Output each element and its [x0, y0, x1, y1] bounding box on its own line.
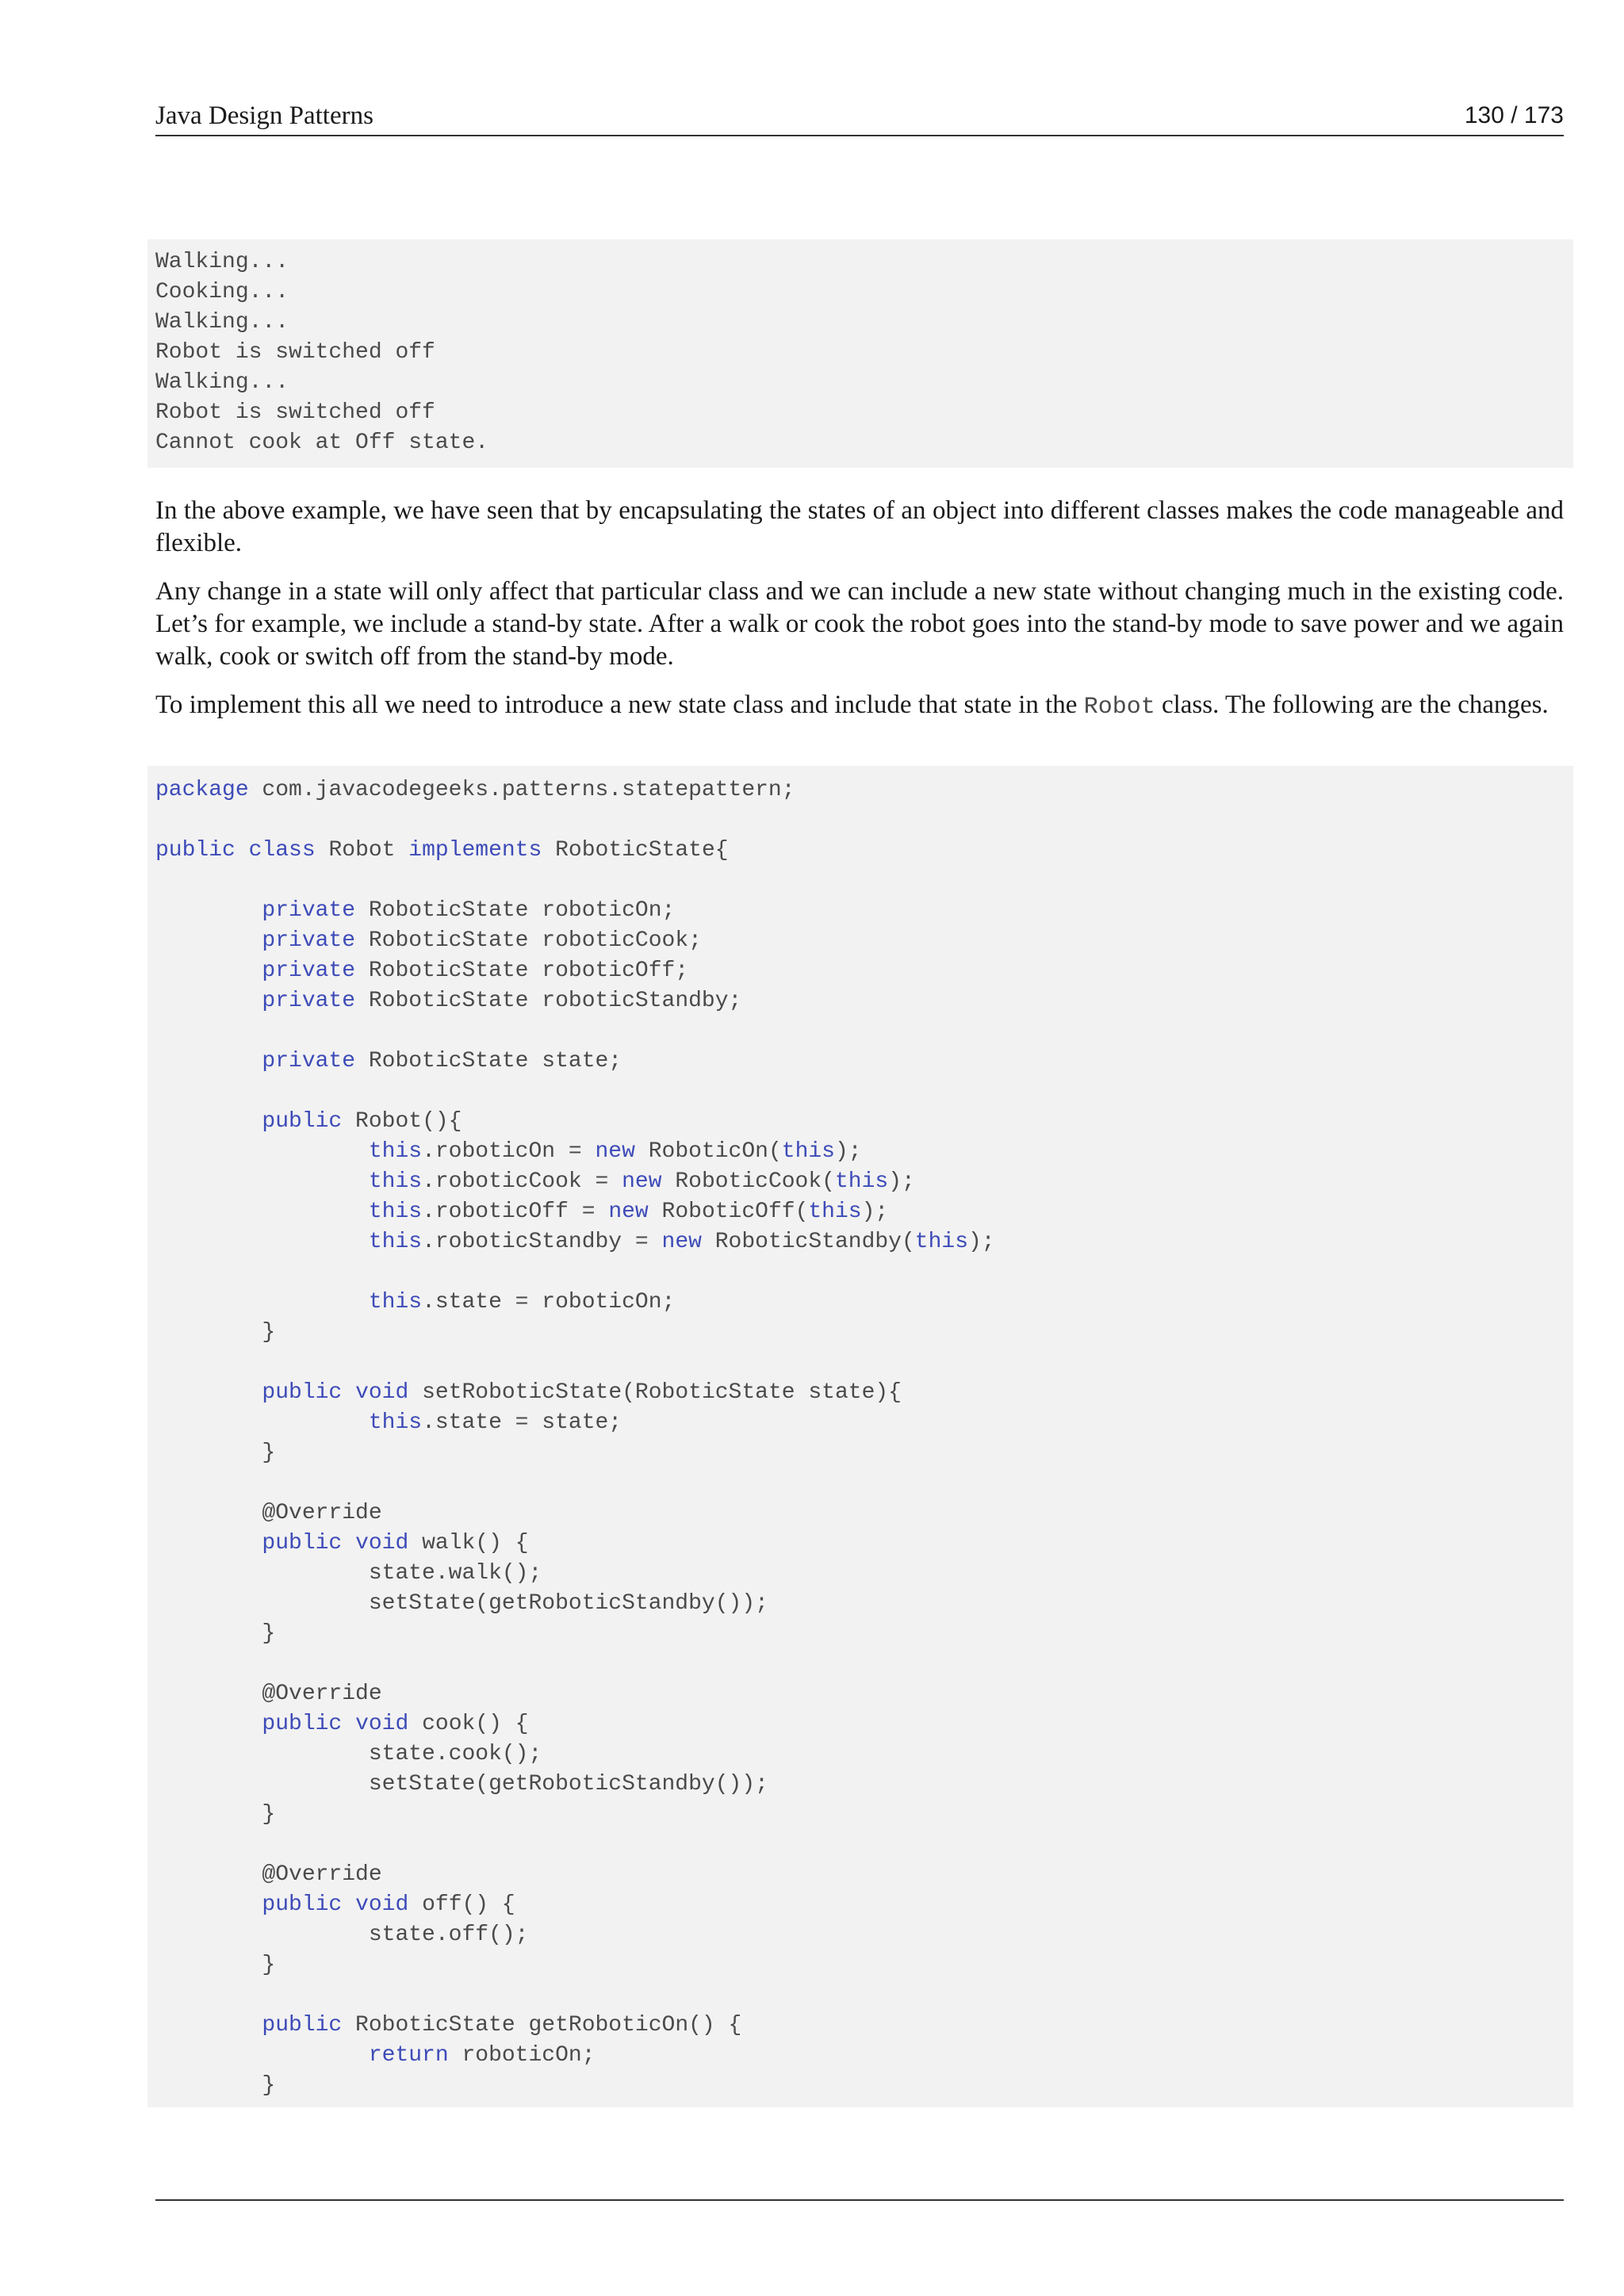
code-line — [155, 1257, 1573, 1288]
code-line — [155, 956, 1573, 986]
code-token — [155, 2013, 262, 2038]
code-token: @Override — [155, 1501, 382, 1525]
code-token — [155, 1109, 262, 1134]
code-keyword: new — [661, 1230, 702, 1254]
code-token: @Override — [155, 1862, 382, 1887]
code-token: state.walk(); — [155, 1561, 542, 1586]
code-token — [155, 1712, 262, 1736]
code-keyword: this — [368, 1230, 423, 1254]
code-token: RoboticState getRoboticOn() { — [342, 2013, 742, 2038]
code-line — [155, 1679, 1573, 1709]
code-line — [155, 1890, 1573, 1920]
code-line — [155, 866, 1573, 896]
code-line — [155, 1047, 1573, 1077]
code-token: RoboticState roboticOff; — [355, 959, 689, 983]
code-token — [155, 959, 262, 983]
output-line: Walking... — [155, 310, 289, 335]
code-keyword: new — [622, 1169, 662, 1194]
code-line — [155, 1016, 1573, 1047]
output-line: Robot is switched off — [155, 340, 435, 365]
code-line — [155, 1288, 1573, 1318]
code-token: setRoboticState(RoboticState state){ — [408, 1380, 902, 1405]
robot-class-code-block — [147, 766, 1573, 2107]
code-line — [155, 1739, 1573, 1770]
code-keyword: this — [368, 1169, 423, 1194]
code-keyword: this — [368, 1200, 423, 1224]
code-line — [155, 836, 1573, 866]
code-token: ); — [861, 1200, 889, 1224]
code-token: RoboticOff( — [648, 1200, 809, 1224]
code-line — [155, 1770, 1573, 1800]
code-token: .roboticOn = — [422, 1139, 596, 1164]
code-keyword: private — [262, 1049, 356, 1073]
code-token: } — [155, 1621, 276, 1646]
code-keyword: this — [781, 1139, 835, 1164]
code-keyword: public — [262, 2013, 343, 2038]
code-token: state.cook(); — [155, 1742, 542, 1766]
code-keyword: this — [368, 1410, 423, 1435]
code-token — [342, 1892, 355, 1917]
code-token: .roboticStandby = — [422, 1230, 662, 1254]
code-token — [155, 1410, 369, 1435]
page-header — [155, 97, 1564, 136]
document-title: Java Design Patterns — [155, 101, 373, 130]
code-token: RoboticState{ — [542, 838, 729, 863]
code-keyword: private — [262, 928, 356, 953]
code-line — [155, 1619, 1573, 1649]
code-token: ); — [968, 1230, 995, 1254]
code-token — [155, 1892, 262, 1917]
code-line — [155, 1378, 1573, 1408]
paragraph-new-state-class — [155, 689, 1564, 724]
code-token: off() { — [408, 1892, 515, 1917]
code-token — [155, 928, 262, 953]
code-token — [155, 1200, 369, 1224]
code-token: @Override — [155, 1682, 382, 1706]
code-token: .state = state; — [422, 1410, 622, 1435]
code-line — [155, 986, 1573, 1016]
code-keyword: new — [608, 1200, 649, 1224]
code-keyword: void — [355, 1531, 409, 1556]
code-token: com.javacodegeeks.patterns.statepattern; — [248, 778, 795, 802]
code-line — [155, 1137, 1573, 1167]
code-token: walk() { — [408, 1531, 529, 1556]
code-line — [155, 1468, 1573, 1498]
output-line: Walking... — [155, 250, 289, 274]
code-keyword: void — [355, 1380, 409, 1405]
code-token: Robot(){ — [342, 1109, 462, 1134]
code-keyword: this — [368, 1139, 423, 1164]
code-line — [155, 806, 1573, 836]
code-line — [155, 896, 1573, 926]
code-line — [155, 1529, 1573, 1559]
output-line: Cooking... — [155, 280, 289, 304]
code-token — [342, 1712, 355, 1736]
code-token — [155, 1049, 262, 1073]
paragraph-encapsulation: In the above example, we have seen that by encapsulating the states of an object into different classes makes the code manageable and flexible. — [155, 496, 1564, 557]
code-keyword: package — [155, 778, 249, 802]
code-token: .roboticCook = — [422, 1169, 622, 1194]
code-token — [155, 1169, 369, 1194]
code-keyword: public — [262, 1531, 343, 1556]
code-line — [155, 1348, 1573, 1378]
code-token — [155, 989, 262, 1013]
code-token: .roboticOff = — [422, 1200, 609, 1224]
code-token: } — [155, 2073, 276, 2098]
code-token — [236, 838, 249, 863]
code-token — [155, 1230, 369, 1254]
code-token: Robot — [315, 838, 409, 863]
code-line — [155, 926, 1573, 956]
code-token — [155, 1380, 262, 1405]
code-line — [155, 1800, 1573, 1830]
code-line — [155, 1980, 1573, 2011]
code-token: ); — [888, 1169, 915, 1194]
footer-rule — [155, 2199, 1564, 2201]
code-keyword: class — [248, 838, 316, 863]
code-token: RoboticOn( — [634, 1139, 782, 1164]
output-line: Walking... — [155, 370, 289, 395]
code-keyword: void — [355, 1712, 409, 1736]
code-line — [155, 1559, 1573, 1589]
code-token: RoboticCook( — [661, 1169, 835, 1194]
code-keyword: new — [595, 1139, 635, 1164]
code-token: RoboticStandby( — [701, 1230, 915, 1254]
code-line — [155, 2041, 1573, 2071]
code-line — [155, 1589, 1573, 1619]
code-keyword: public — [262, 1892, 343, 1917]
code-keyword: public — [262, 1712, 343, 1736]
program-output-block — [147, 239, 1573, 468]
code-token — [342, 1531, 355, 1556]
code-line — [155, 1920, 1573, 1950]
code-token — [155, 2043, 369, 2068]
code-line — [155, 1107, 1573, 1137]
code-line — [155, 1197, 1573, 1227]
code-keyword: void — [355, 1892, 409, 1917]
code-token: .state = roboticOn; — [422, 1290, 676, 1314]
code-keyword: return — [368, 2043, 449, 2068]
code-token — [342, 1380, 355, 1405]
paragraph-standby-state: Any change in a state will only affect that particular class and we can include a new state without changing much in the existing code. Let’s for example, we include a stand-by state. After a walk or cook the robot goes into the stand-by mode to save power and we again walk, cook or switch off from the stand-by mode. — [155, 577, 1564, 671]
paragraph-text-before: To implement this all we need to introduce a new state class and include that state in the — [155, 691, 1084, 719]
code-keyword: this — [914, 1230, 968, 1254]
code-keyword: implements — [408, 838, 542, 863]
code-keyword: public — [155, 838, 236, 863]
code-line — [155, 2071, 1573, 2101]
code-keyword: private — [262, 989, 356, 1013]
code-token: } — [155, 1320, 276, 1345]
code-line — [155, 1318, 1573, 1348]
code-token: ); — [834, 1139, 862, 1164]
output-line: Cannot cook at Off state. — [155, 430, 489, 455]
code-line — [155, 2011, 1573, 2041]
code-token — [155, 1139, 369, 1164]
code-line — [155, 1860, 1573, 1890]
code-token: setState(getRoboticStandby()); — [155, 1772, 768, 1797]
code-token: } — [155, 1953, 276, 1977]
code-line — [155, 1950, 1573, 1980]
code-keyword: this — [808, 1200, 862, 1224]
code-keyword: private — [262, 959, 356, 983]
code-line — [155, 1227, 1573, 1257]
code-token: RoboticState roboticStandby; — [355, 989, 742, 1013]
code-line — [155, 1649, 1573, 1679]
code-token: } — [155, 1802, 276, 1827]
code-line — [155, 1438, 1573, 1468]
inline-code-robot: Robot — [1083, 694, 1155, 721]
paragraph-text-after: class. The following are the changes. — [1155, 691, 1549, 719]
page-number: 130 / 173 — [1464, 102, 1564, 128]
code-keyword: public — [262, 1380, 343, 1405]
code-line — [155, 1709, 1573, 1739]
code-keyword: public — [262, 1109, 343, 1134]
code-keyword: private — [262, 898, 356, 923]
code-token: state.off(); — [155, 1923, 529, 1947]
code-keyword: this — [368, 1290, 423, 1314]
code-token: roboticOn; — [448, 2043, 596, 2068]
output-line: Robot is switched off — [155, 400, 435, 425]
code-line — [155, 1498, 1573, 1529]
code-token — [155, 1290, 369, 1314]
code-token: RoboticState roboticOn; — [355, 898, 676, 923]
code-token: setState(getRoboticStandby()); — [155, 1591, 768, 1616]
code-line — [155, 1167, 1573, 1197]
code-line — [155, 1077, 1573, 1107]
code-token — [155, 898, 262, 923]
code-line — [155, 775, 1573, 806]
code-line — [155, 1408, 1573, 1438]
code-token: cook() { — [408, 1712, 529, 1736]
code-token — [155, 1531, 262, 1556]
code-line — [155, 1830, 1573, 1860]
code-token: RoboticState state; — [355, 1049, 622, 1073]
code-keyword: this — [834, 1169, 889, 1194]
code-token: } — [155, 1441, 276, 1465]
code-token: RoboticState roboticCook; — [355, 928, 702, 953]
